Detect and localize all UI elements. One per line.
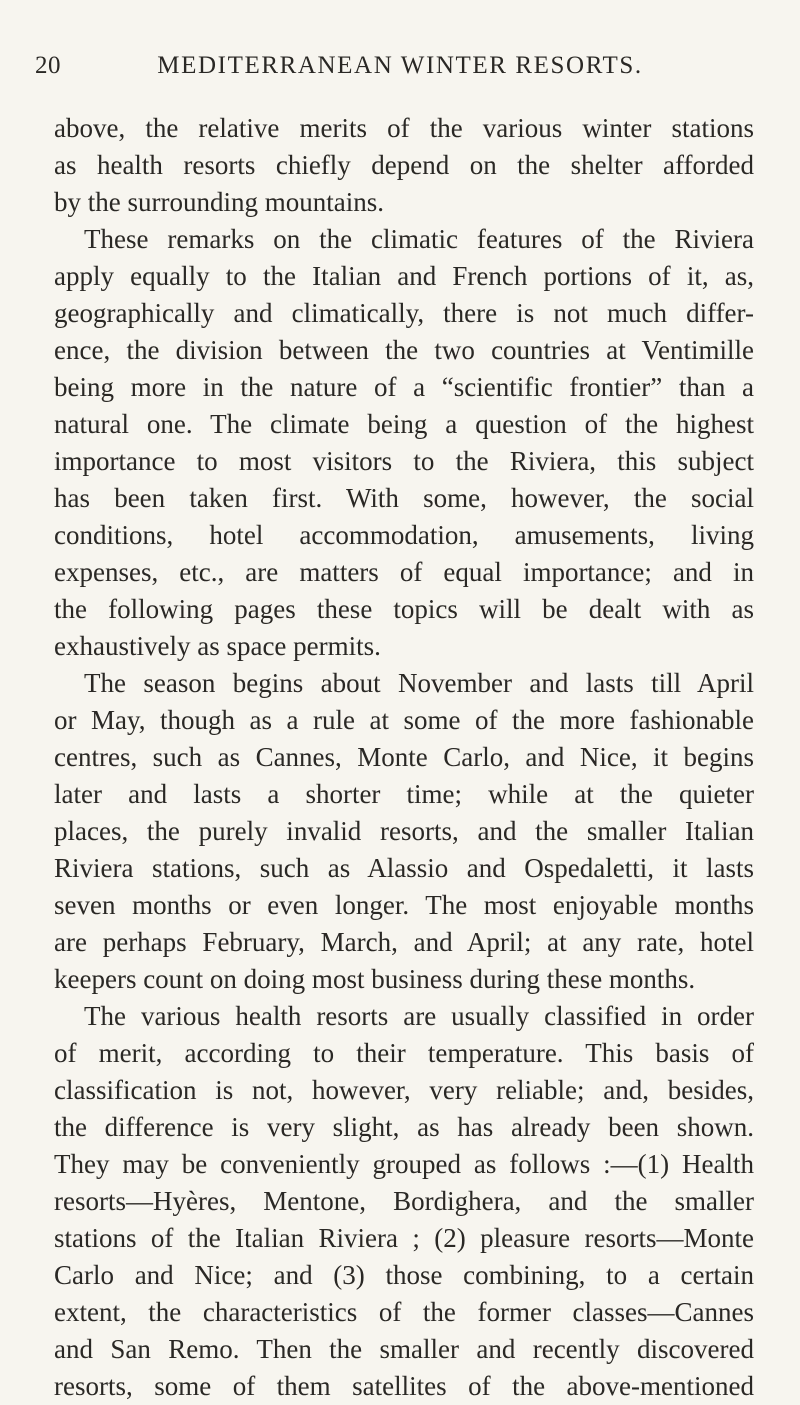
- text-line: natural one. The climate being a question of the highest: [54, 409, 754, 439]
- text-line: importance to most visitors to the Riviera, this subject: [54, 446, 754, 476]
- text-line: places, the purely invalid resorts, and the smaller Italian: [54, 816, 754, 846]
- text-line: exhaustively as space permits.: [54, 631, 381, 661]
- paragraph-start-line: The various health resorts are usually classified in order: [84, 1001, 754, 1031]
- text-line: or May, though as a rule at some of the more fashionable: [54, 705, 754, 735]
- text-line: geographically and climatically, there is not much differ-: [54, 298, 754, 328]
- text-line: stations of the Italian Riviera ; (2) pleasure resorts—Monte: [54, 1223, 754, 1253]
- text-line: and San Remo. Then the smaller and recently discovered: [54, 1334, 754, 1364]
- page-header: [35, 52, 765, 86]
- text-line: keepers count on doing most business during these months.: [54, 964, 696, 994]
- text-line: being more in the nature of a “scientific frontier” than a: [54, 372, 754, 402]
- text-line: conditions, hotel accommodation, amusements, living: [54, 520, 754, 550]
- text-line: are perhaps February, March, and April; at any rate, hotel: [54, 927, 754, 957]
- text-line: resorts—Hyères, Mentone, Bordighera, and the smaller: [54, 1186, 754, 1216]
- text-line: seven months or even longer. The most enjoyable months: [54, 890, 754, 920]
- text-line: as health resorts chiefly depend on the shelter afforded: [54, 150, 754, 180]
- text-line: the following pages these topics will be dealt with as: [54, 594, 754, 624]
- text-line: expenses, etc., are matters of equal importance; and in: [54, 557, 754, 587]
- text-line: They may be conveniently grouped as follows :—(1) Health: [54, 1149, 754, 1179]
- text-line: centres, such as Cannes, Monte Carlo, and Nice, it begins: [54, 742, 754, 772]
- text-line: the difference is very slight, as has already been shown.: [54, 1112, 754, 1142]
- text-line: above, the relative merits of the various winter stations: [54, 113, 754, 143]
- text-line: extent, the characteristics of the former classes—Cannes: [54, 1297, 754, 1327]
- text-line: later and lasts a shorter time; while at the quieter: [54, 779, 754, 809]
- text-line: classification is not, however, very reliable; and, besides,: [54, 1075, 754, 1105]
- paragraph-start-line: The season begins about November and lasts till April: [84, 668, 754, 698]
- text-line: Carlo and Nice; and (3) those combining, to a certain: [54, 1260, 754, 1290]
- paragraph-start-line: These remarks on the climatic features of the Riviera: [84, 224, 754, 254]
- text-line: Riviera stations, such as Alassio and Ospedaletti, it lasts: [54, 853, 754, 883]
- running-title: MEDITERRANEAN WINTER RESORTS.: [157, 52, 643, 79]
- text-line: of merit, according to their temperature. This basis of: [54, 1038, 754, 1068]
- body-text: [54, 110, 754, 1405]
- page-number: 20: [35, 52, 61, 79]
- text-line: has been taken first. With some, however, the social: [54, 483, 754, 513]
- text-line: apply equally to the Italian and French portions of it, as,: [54, 261, 754, 291]
- text-line: resorts, some of them satellites of the above-mentioned: [54, 1371, 754, 1401]
- text-line: ence, the division between the two countries at Ventimille: [54, 335, 754, 365]
- text-line: by the surrounding mountains.: [54, 187, 384, 217]
